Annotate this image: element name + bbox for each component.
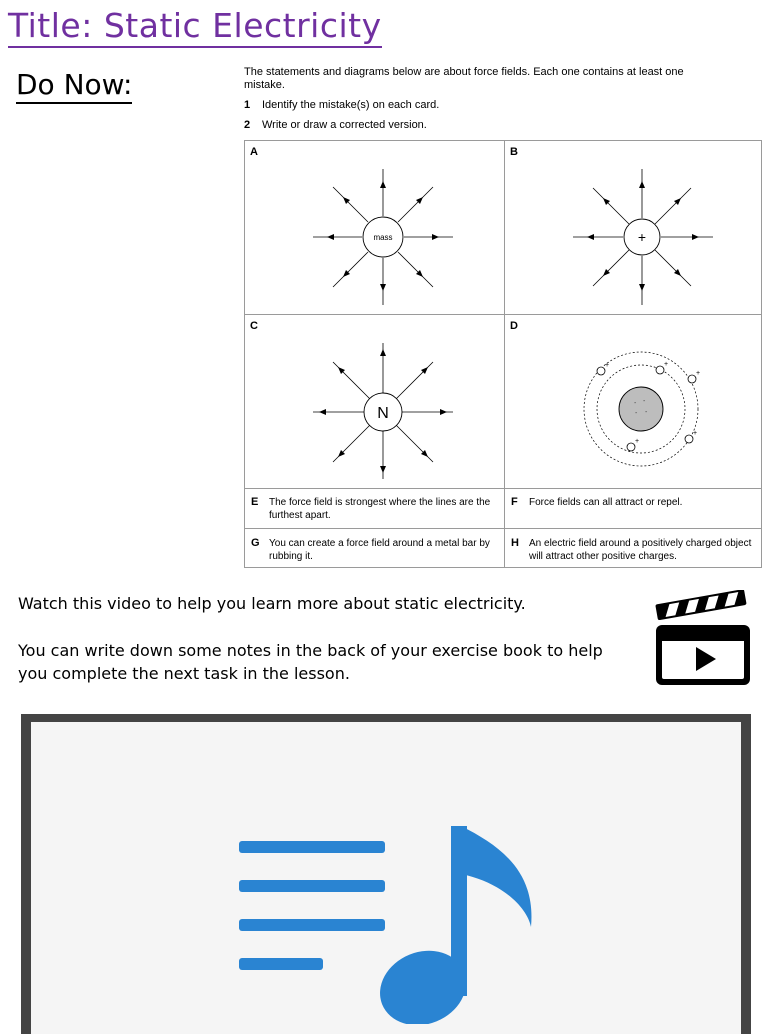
card-label: B xyxy=(510,146,518,158)
statement-label: E xyxy=(251,496,259,508)
statement-text: An electric field around a positively charged object will attract other positive charges. xyxy=(529,538,752,562)
field-diagram-mass xyxy=(245,141,504,314)
music-playlist-icon xyxy=(31,722,741,1024)
step-number: 1 xyxy=(244,99,251,111)
card-a xyxy=(245,141,504,314)
video-instruction: Watch this video to help you learn more about static electricity. xyxy=(18,594,526,613)
worksheet-intro: The statements and diagrams below are about force fields. Each one contains at least one mistake. xyxy=(244,66,684,91)
field-diagram-north-pole xyxy=(245,315,504,488)
card-label: D xyxy=(510,320,518,332)
force-field-worksheet xyxy=(244,66,764,562)
grid-divider xyxy=(245,488,761,489)
field-diagram-positive xyxy=(505,141,762,314)
page-title: Title: Static Electricity xyxy=(8,6,382,48)
step-number: 2 xyxy=(244,119,251,131)
svg-text:+: + xyxy=(664,361,669,368)
statement-g xyxy=(251,537,499,563)
card-d xyxy=(505,315,762,488)
card-b xyxy=(505,141,762,314)
video-placeholder[interactable] xyxy=(31,722,741,1034)
svg-text:-: - xyxy=(643,398,646,405)
svg-text:+: + xyxy=(696,370,701,377)
do-now-heading: Do Now: xyxy=(16,68,132,104)
mass-label: mass xyxy=(373,233,393,242)
card-c xyxy=(245,315,504,488)
card-label: C xyxy=(250,320,258,332)
svg-text:-: - xyxy=(635,410,638,417)
card-label: A xyxy=(250,146,258,158)
statement-text: Force fields can all attract or repel. xyxy=(529,497,683,508)
svg-text:+: + xyxy=(605,362,610,369)
worksheet-step-2 xyxy=(244,119,764,132)
positive-sign: + xyxy=(637,229,647,245)
worksheet-step-1 xyxy=(244,99,764,112)
video-player[interactable] xyxy=(21,714,751,1034)
statement-text: The force field is strongest where the lines are the furthest apart. xyxy=(269,497,491,521)
north-pole-label: N xyxy=(377,405,389,422)
clapperboard-icon xyxy=(652,590,752,688)
svg-text:+: + xyxy=(693,430,698,437)
step-text: Write or draw a corrected version. xyxy=(262,119,427,131)
grid-divider xyxy=(245,528,761,529)
statement-text: You can create a force field around a metal bar by rubbing it. xyxy=(269,538,490,562)
step-text: Identify the mistake(s) on each card. xyxy=(262,99,440,111)
svg-text:+: + xyxy=(635,438,640,445)
svg-text:-: - xyxy=(634,400,637,407)
notes-instruction: You can write down some notes in the back of your exercise book to help you complete the next task in the lesson. xyxy=(18,641,603,683)
statement-h xyxy=(511,537,757,563)
atom-diagram xyxy=(505,315,762,488)
statement-label: G xyxy=(251,537,260,549)
statement-f xyxy=(511,496,757,509)
statement-e xyxy=(251,496,499,522)
card-grid xyxy=(244,140,762,568)
statement-label: F xyxy=(511,496,518,508)
statement-label: H xyxy=(511,537,519,549)
svg-text:-: - xyxy=(645,409,648,416)
